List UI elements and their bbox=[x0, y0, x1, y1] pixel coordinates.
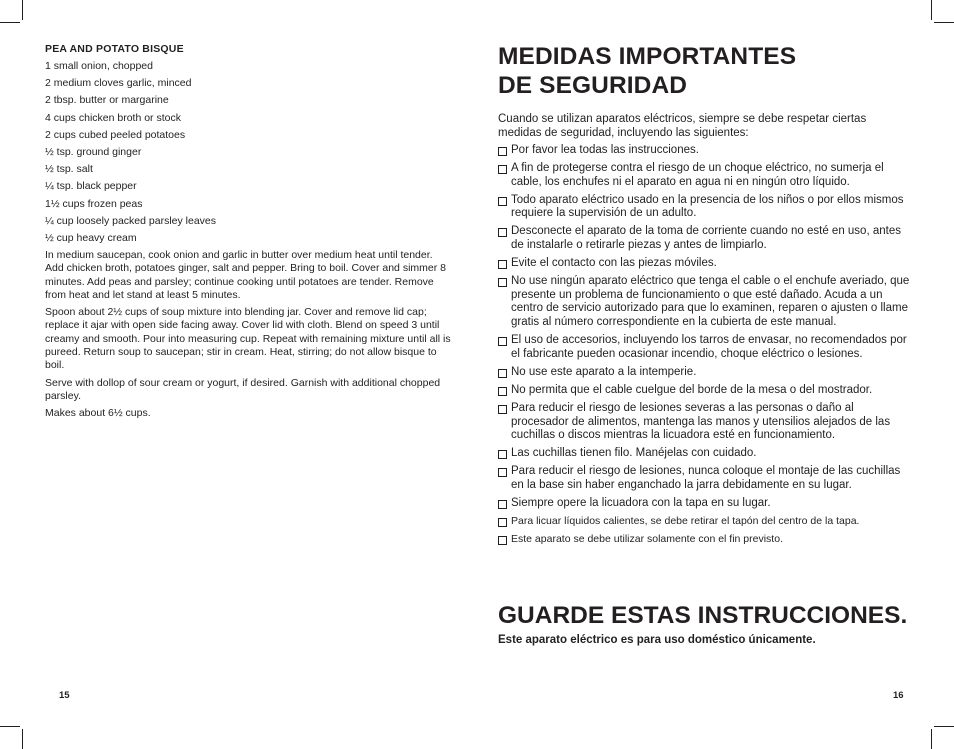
checkbox-bullet-icon bbox=[498, 450, 507, 459]
crop-mark-bottom-left-vertical bbox=[22, 729, 23, 749]
household-use-note: Este aparato eléctrico es para uso doméstico únicamente. bbox=[498, 634, 816, 646]
safety-rule-text: No use este aparato a la intemperie. bbox=[511, 365, 697, 378]
checkbox-bullet-icon bbox=[498, 500, 507, 509]
direction-paragraph: In medium saucepan, cook onion and garlic in butter over medium heat until tender. Add chicken broth, potatoes ginger, salt and pepper. Bring to boil. Cover and simmer 8 minutes. Add peas and parsley; continue cooking until potatoes are tender. Remove from heat and let stand at least 5 minutes. bbox=[45, 249, 446, 301]
ingredient-item: ½ tsp. ground ginger bbox=[45, 145, 142, 158]
direction-paragraph: Serve with dollop of sour cream or yogurt, if desired. Garnish with additional chopped parsley. bbox=[45, 376, 441, 402]
safety-title-line-2: DE SEGURIDAD bbox=[498, 72, 688, 99]
crop-mark-top-left-vertical bbox=[22, 0, 23, 20]
checkbox-bullet-icon bbox=[498, 387, 507, 396]
ingredient-item: ½ cup heavy cream bbox=[45, 231, 137, 244]
checkbox-bullet-icon bbox=[498, 369, 507, 378]
crop-mark-bottom-right-vertical bbox=[931, 729, 932, 749]
direction-paragraph: Makes about 6½ cups. bbox=[45, 407, 151, 420]
ingredient-item: ¼ cup loosely packed parsley leaves bbox=[45, 214, 217, 227]
safety-rule-text: Evite el contacto con las piezas móviles. bbox=[511, 257, 717, 270]
safety-rule-text: A fin de protegerse contra el riesgo de un choque eléctrico, no sumerja el cable, los enchufes ni el aparato en agua ni en ningún otro líquido. bbox=[511, 162, 884, 188]
safety-rule bbox=[498, 257, 910, 271]
save-instructions-title: GUARDE ESTAS INSTRUCCIONES. bbox=[498, 602, 908, 629]
crop-mark-top-right-horizontal bbox=[934, 22, 954, 23]
ingredient-item: 2 medium cloves garlic, minced bbox=[45, 77, 192, 90]
safety-rule bbox=[498, 194, 910, 221]
safety-rule bbox=[498, 533, 910, 547]
safety-intro: Cuando se utilizan aparatos eléctricos, siempre se debe respetar ciertas medidas de seguridad, incluyendo las siguientes: bbox=[498, 113, 867, 139]
ingredient-item: ¼ tsp. black pepper bbox=[45, 180, 137, 193]
safety-rule-text: Para reducir el riesgo de lesiones severas a las personas o daño al procesador de alimentos, mantenga las manos y utensilios alejados de las cuchillas o discos mientras la licuadora esté en funcionamiento. bbox=[511, 402, 891, 442]
checkbox-bullet-icon bbox=[498, 468, 507, 477]
ingredient-item: 4 cups chicken broth or stock bbox=[45, 111, 181, 124]
page-number-left: 15 bbox=[59, 690, 70, 701]
ingredient-item: 1½ cups frozen peas bbox=[45, 197, 143, 210]
safety-rule bbox=[498, 465, 910, 492]
safety-rule bbox=[498, 162, 910, 189]
checkbox-bullet-icon bbox=[498, 518, 507, 527]
safety-rule-list bbox=[498, 144, 910, 551]
safety-rule-text: Este aparato se debe utilizar solamente con el fin previsto. bbox=[511, 533, 783, 546]
direction-paragraph: Spoon about 2½ cups of soup mixture into blending jar. Cover and remove lid cap; replace it ajar with open side facing away. Cover lid with cloth. Blend on speed 3 until creamy and smooth. Pour into measuring cup. Repeat with remaining mixture until all is pureed. Return soup to saucepan; stir in cream. Heat, stirring; do not allow bisque to boil. bbox=[45, 306, 451, 372]
safety-rule-text: Para reducir el riesgo de lesiones, nunca coloque el montaje de las cuchillas en la base sin haber enganchado la jarra debidamente en su lugar. bbox=[511, 465, 901, 491]
checkbox-bullet-icon bbox=[498, 260, 507, 269]
safety-rule bbox=[498, 447, 910, 461]
ingredient-item: 2 tbsp. butter or margarine bbox=[45, 94, 169, 107]
safety-rule-text: Las cuchillas tienen filo. Manéjelas con cuidado. bbox=[511, 447, 757, 460]
safety-rule-text: Para licuar líquidos calientes, se debe retirar el tapón del centro de la tapa. bbox=[511, 515, 860, 528]
checkbox-bullet-icon bbox=[498, 278, 507, 287]
ingredient-item: ½ tsp. salt bbox=[45, 163, 93, 176]
ingredient-list bbox=[45, 59, 216, 248]
safety-rule bbox=[498, 384, 910, 398]
safety-rule bbox=[498, 366, 910, 380]
safety-rule bbox=[498, 497, 910, 511]
safety-rule-text: Desconecte el aparato de la toma de corriente cuando no esté en uso, antes de instalarle o retirarle piezas y antes de limpiarlo. bbox=[511, 225, 901, 252]
safety-rule bbox=[498, 275, 910, 329]
crop-mark-top-left-horizontal bbox=[0, 22, 20, 23]
safety-rule-text: Todo aparato eléctrico usado en la presencia de los niños o por ellos mismos requiere la supervisión de un adulto. bbox=[511, 193, 904, 220]
safety-rule-text: El uso de accesorios, incluyendo los tarros de envasar, no recomendados por el fabricante pueden ocasionar incendio, choque eléctrico o lesiones. bbox=[511, 334, 907, 360]
checkbox-bullet-icon bbox=[498, 405, 507, 414]
checkbox-bullet-icon bbox=[498, 337, 507, 346]
checkbox-bullet-icon bbox=[498, 147, 507, 156]
safety-rule bbox=[498, 225, 910, 252]
safety-rule-text: No permita que el cable cuelgue del borde de la mesa o del mostrador. bbox=[511, 383, 873, 396]
recipe-title: PEA AND POTATO BISQUE bbox=[45, 43, 184, 55]
safety-rule bbox=[498, 402, 910, 443]
safety-rule bbox=[498, 515, 910, 529]
safety-rule-text: Siempre opere la licuadora con la tapa en su lugar. bbox=[511, 497, 771, 510]
crop-mark-top-right-vertical bbox=[931, 0, 932, 20]
safety-rule-text: Por favor lea todas las instrucciones. bbox=[511, 144, 699, 156]
safety-rule bbox=[498, 334, 910, 361]
checkbox-bullet-icon bbox=[498, 197, 507, 206]
ingredient-item: 1 small onion, chopped bbox=[45, 60, 153, 72]
safety-title-line-1: MEDIDAS IMPORTANTES bbox=[498, 43, 797, 70]
checkbox-bullet-icon bbox=[498, 536, 507, 545]
recipe-directions bbox=[45, 249, 453, 425]
page-number-right: 16 bbox=[893, 690, 904, 701]
ingredient-item: 2 cups cubed peeled potatoes bbox=[45, 128, 186, 141]
checkbox-bullet-icon bbox=[498, 228, 507, 237]
checkbox-bullet-icon bbox=[498, 165, 507, 174]
safety-rule-text: No use ningún aparato eléctrico que tenga el cable o el enchufe averiado, que presente un problema de funcionamiento o que esté dañado. Acuda a un centro de servicio autorizado para que lo examinen, reparen o ajusten o llame gratis al número correspondiente en la cubierta de este manual. bbox=[511, 275, 910, 329]
crop-mark-bottom-left-horizontal bbox=[0, 726, 20, 727]
safety-title bbox=[498, 42, 796, 100]
crop-mark-bottom-right-horizontal bbox=[934, 726, 954, 727]
safety-rule bbox=[498, 144, 910, 158]
